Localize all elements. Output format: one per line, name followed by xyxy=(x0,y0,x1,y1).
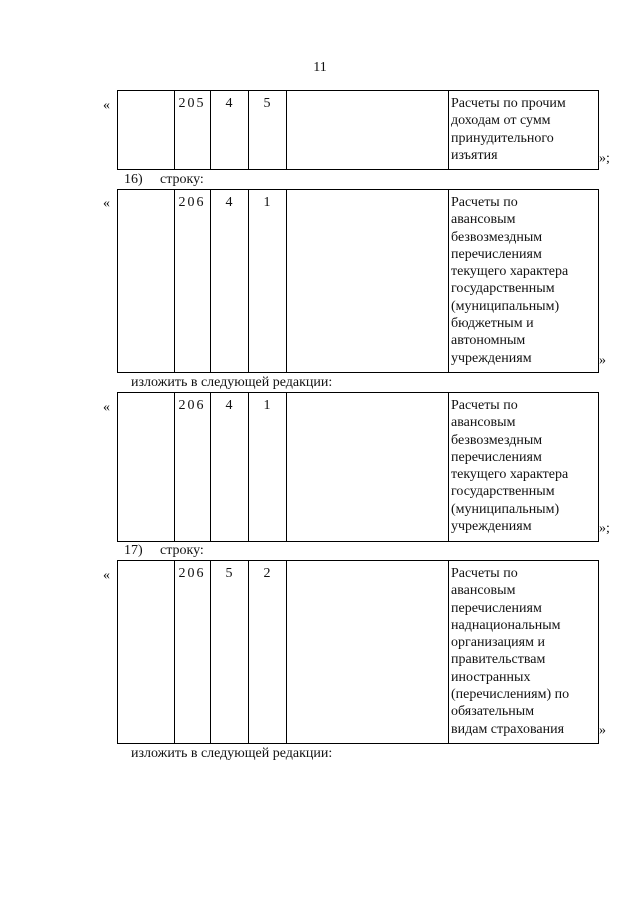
code-cell: 206 xyxy=(178,398,206,413)
description-line: учреждениям xyxy=(451,519,532,535)
description-line: авансовым xyxy=(451,583,516,599)
description-line: наднациональным xyxy=(451,617,561,633)
description-line: обязательным xyxy=(451,704,535,720)
description-line: текущего характера xyxy=(451,467,569,483)
description-cell xyxy=(451,397,599,535)
description-line: бюджетным и xyxy=(451,316,534,332)
description-cell xyxy=(451,95,599,164)
code-cell: 206 xyxy=(178,195,206,210)
description-line: Расчеты по xyxy=(451,398,518,413)
close-quote: »; xyxy=(599,521,610,536)
description-line: видам страхования xyxy=(451,721,565,737)
item-text: строку: xyxy=(160,543,204,558)
column-4-cell: 4 xyxy=(225,398,233,413)
description-line: правительствам xyxy=(451,652,546,668)
item-number: 16) xyxy=(124,172,143,187)
description-line: доходам от сумм xyxy=(451,113,551,129)
code-cell: 206 xyxy=(178,566,206,581)
edit-instruction: изложить в следующей редакции: xyxy=(131,375,333,390)
description-line: перечислениям xyxy=(451,449,542,465)
description-line: безвозмездным xyxy=(451,229,543,245)
description-line: принудительного xyxy=(451,130,554,146)
open-quote: « xyxy=(103,98,110,113)
description-cell xyxy=(451,565,599,738)
open-quote: « xyxy=(103,568,110,583)
table-row-block xyxy=(117,392,599,542)
description-line: (перечислениям) по xyxy=(451,687,570,703)
column-4-cell: 5 xyxy=(225,566,233,581)
open-quote: « xyxy=(103,400,110,415)
item-number: 17) xyxy=(124,543,143,558)
description-line: государственным xyxy=(451,281,555,297)
column-5-cell: 1 xyxy=(263,195,271,210)
description-line: Расчеты по xyxy=(451,566,518,581)
description-line: перечислениям xyxy=(451,246,542,262)
close-quote: »; xyxy=(599,151,610,166)
description-line: авансовым xyxy=(451,212,516,228)
table-row-block xyxy=(117,189,599,373)
description-line: государственным xyxy=(451,484,555,500)
description-line: изъятия xyxy=(451,147,498,163)
description-line: учреждениям xyxy=(451,350,532,366)
close-quote: » xyxy=(599,353,606,368)
description-line: (муниципальным) xyxy=(451,501,560,517)
description-line: текущего характера xyxy=(451,264,569,280)
page-number: 11 xyxy=(313,60,327,75)
table-row-block xyxy=(117,560,599,744)
column-5-cell: 2 xyxy=(263,566,271,581)
description-line: иностранных xyxy=(451,669,531,685)
description-line: авансовым xyxy=(451,415,516,431)
column-4-cell: 4 xyxy=(225,195,233,210)
column-5-cell: 5 xyxy=(263,96,271,111)
table-row-block xyxy=(117,90,599,170)
description-line: организациям и xyxy=(451,635,545,651)
code-cell: 205 xyxy=(178,96,206,111)
description-line: безвозмездным xyxy=(451,432,543,448)
edit-instruction: изложить в следующей редакции: xyxy=(131,746,333,761)
description-line: Расчеты по прочим xyxy=(451,96,566,111)
description-line: (муниципальным) xyxy=(451,298,560,314)
description-line: перечислениям xyxy=(451,600,542,616)
description-line: автономным xyxy=(451,333,526,349)
description-cell xyxy=(451,194,599,367)
description-line: Расчеты по xyxy=(451,195,518,210)
column-4-cell: 4 xyxy=(225,96,233,111)
item-text: строку: xyxy=(160,172,204,187)
open-quote: « xyxy=(103,196,110,211)
column-5-cell: 1 xyxy=(263,398,271,413)
close-quote: » xyxy=(599,723,606,738)
